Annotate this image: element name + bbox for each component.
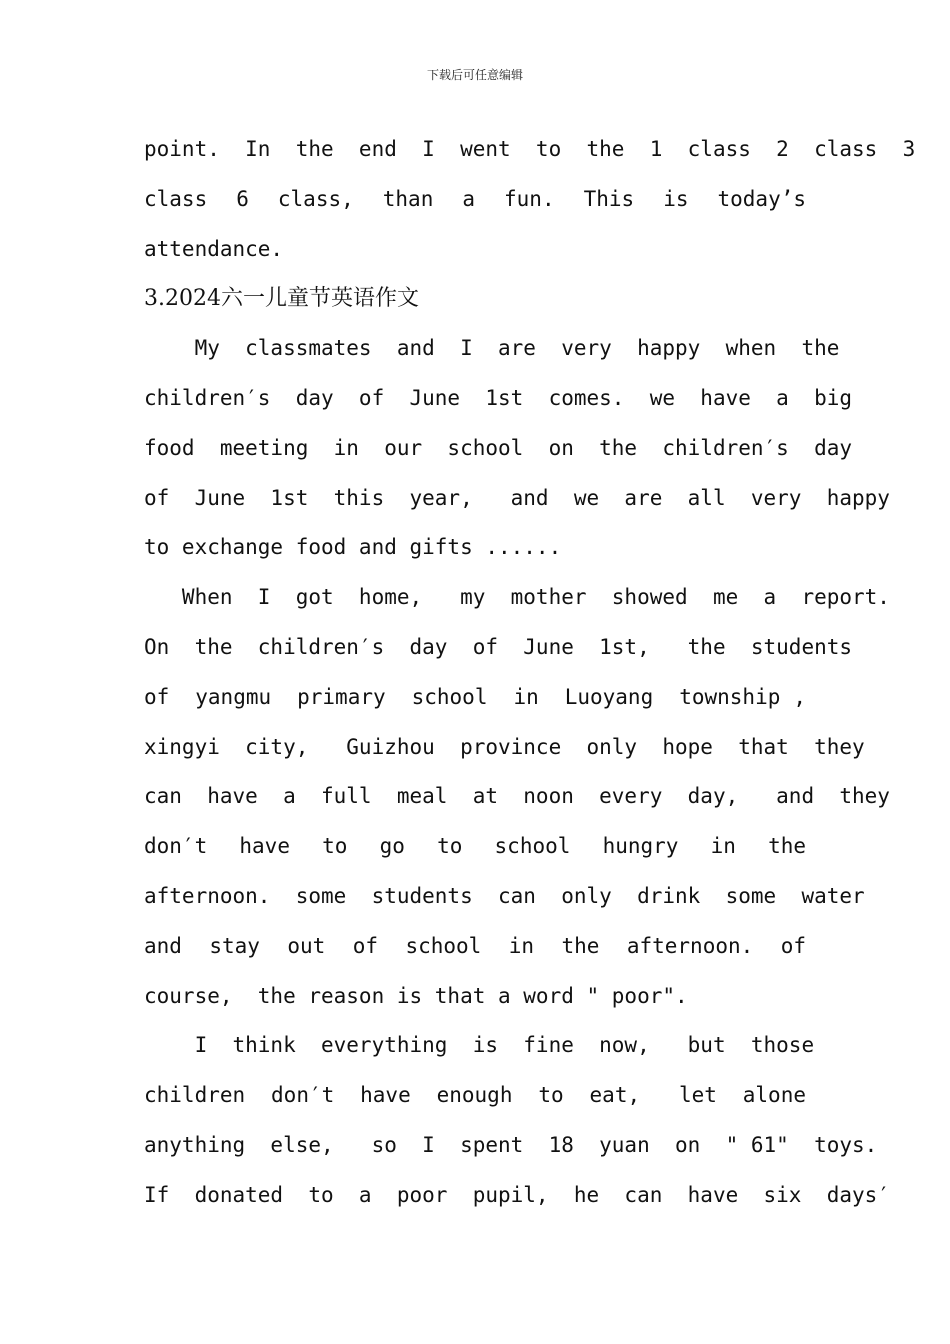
paragraph-continuation [144,125,916,274]
text-line: don′t have to go to school hungry in the [144,834,806,859]
paragraph [144,573,890,1021]
text-line: My classmates and I are very happy when the [144,336,840,361]
text-line: xingyi city, Guizhou province only hope that they [144,734,865,759]
text-line: to exchange food and gifts ...... [144,535,562,560]
text-line: and stay out of school in the afternoon. of [144,933,806,958]
text-line: children don′t have enough to eat, let alone [144,1083,806,1108]
text-line: When I got home, my mother showed me a report. [144,585,890,610]
text-line: course, the reason is that a word " poor". [144,983,688,1008]
paragraph [144,1021,890,1220]
text-line: class 6 class, than a fun. This is today’s [144,186,806,211]
text-line: children′s day of June 1st comes. we have a big [144,385,853,410]
text-line: On the children′s day of June 1st, the students [144,634,853,659]
text-line: of June 1st this year, and we are all very happy [144,485,890,510]
text-line: food meeting in our school on the children′s day [144,435,853,460]
text-line: point. In the end I went to the 1 class 2 class 3 [144,137,916,161]
text-line: of yangmu primary school in Luoyang township , [144,684,806,709]
text-line: afternoon. some students can only drink some water [144,883,865,908]
page-header: 下载后可任意编辑 [426,68,523,82]
section-heading: 3.2024六一儿童节英语作文 [144,286,419,312]
text-line: attendance. [144,236,284,261]
paragraph [144,324,890,573]
document-body [144,125,916,1221]
text-line: can have a full meal at noon every day, and they [144,784,890,809]
text-line: If donated to a poor pupil, he can have six days′ [144,1182,890,1207]
text-line: anything else, so I spent 18 yuan on " 61" toys. [144,1132,878,1157]
text-line: I think everything is fine now, but those [144,1033,815,1058]
